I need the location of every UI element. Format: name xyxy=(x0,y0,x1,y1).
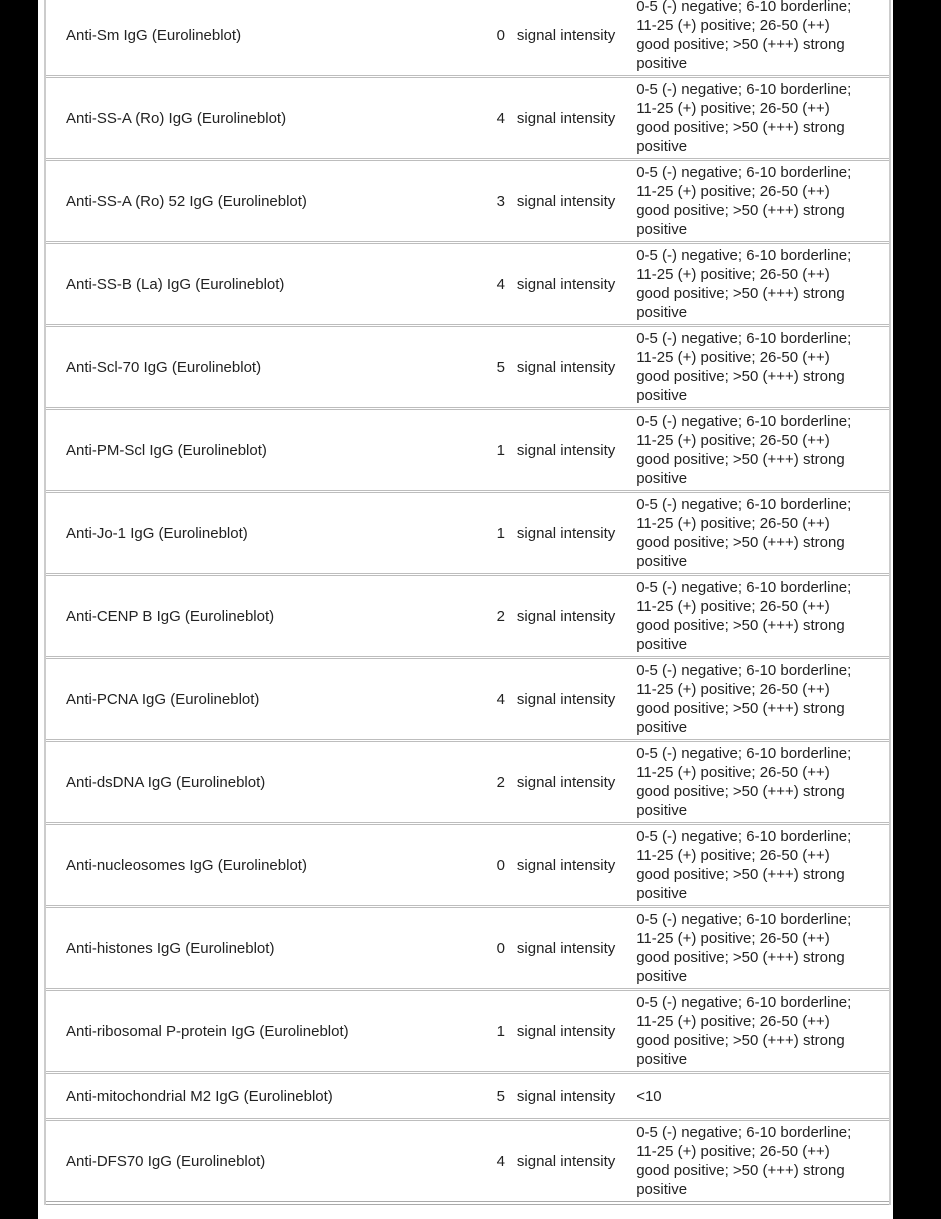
result-value xyxy=(491,244,511,327)
result-value xyxy=(491,410,511,493)
table-row xyxy=(46,1074,889,1121)
reference-range xyxy=(636,742,889,825)
result-unit xyxy=(511,991,636,1074)
reference-range-text: 0-5 (-) negative; 6-10 borderline; 11-25 (+) positive; 26-50 (++) good positive; >50 (+++) strong positive xyxy=(636,164,852,238)
result-value-text: 4 xyxy=(496,275,505,293)
result-unit xyxy=(511,659,636,742)
result-value xyxy=(491,991,511,1074)
result-unit xyxy=(511,742,636,825)
table-row xyxy=(46,410,889,493)
test-name xyxy=(46,742,491,825)
reference-range-text: 0-5 (-) negative; 6-10 borderline; 11-25 (+) positive; 26-50 (++) good positive; >50 (+++) strong positive xyxy=(636,828,852,902)
test-name xyxy=(46,327,491,410)
table-row xyxy=(46,78,889,161)
report-page xyxy=(38,0,893,1219)
result-value-text: 3 xyxy=(496,192,505,210)
reference-range-text: 0-5 (-) negative; 6-10 borderline; 11-25 (+) positive; 26-50 (++) good positive; >50 (+++) strong positive xyxy=(636,247,852,321)
result-unit-text: signal intensity xyxy=(516,939,616,957)
result-value xyxy=(491,161,511,244)
test-name-text: Anti-CENP B IgG (Eurolineblot) xyxy=(66,607,275,625)
reference-range-text: 0-5 (-) negative; 6-10 borderline; 11-25 (+) positive; 26-50 (++) good positive; >50 (+++) strong positive xyxy=(636,496,852,570)
result-unit-text: signal intensity xyxy=(516,109,616,127)
test-name xyxy=(46,1074,491,1121)
test-name-text: Anti-SS-A (Ro) IgG (Eurolineblot) xyxy=(66,109,287,127)
result-unit-text: signal intensity xyxy=(516,441,616,459)
reference-range xyxy=(636,410,889,493)
result-unit-text: signal intensity xyxy=(516,690,616,708)
reference-range xyxy=(636,78,889,161)
result-unit xyxy=(511,576,636,659)
result-unit-text: signal intensity xyxy=(516,524,616,542)
result-unit-text: signal intensity xyxy=(516,1152,616,1170)
reference-range-text: 0-5 (-) negative; 6-10 borderline; 11-25 (+) positive; 26-50 (++) good positive; >50 (+++) strong positive xyxy=(636,81,852,155)
reference-range-text: 0-5 (-) negative; 6-10 borderline; 11-25 (+) positive; 26-50 (++) good positive; >50 (+++) strong positive xyxy=(636,662,852,736)
test-name xyxy=(46,659,491,742)
result-value-text: 0 xyxy=(496,26,505,44)
result-value-text: 2 xyxy=(496,773,505,791)
reference-range xyxy=(636,1121,889,1205)
reference-range-text: 0-5 (-) negative; 6-10 borderline; 11-25 (+) positive; 26-50 (++) good positive; >50 (+++) strong positive xyxy=(636,911,852,985)
result-unit xyxy=(511,1074,636,1121)
reference-range xyxy=(636,161,889,244)
reference-range xyxy=(636,1074,889,1121)
table-row xyxy=(46,493,889,576)
reference-range-text: 0-5 (-) negative; 6-10 borderline; 11-25 (+) positive; 26-50 (++) good positive; >50 (+++) strong positive xyxy=(636,413,852,487)
test-name xyxy=(46,244,491,327)
result-value-text: 1 xyxy=(496,1022,505,1040)
result-unit-text: signal intensity xyxy=(516,1022,616,1040)
result-unit xyxy=(511,410,636,493)
test-name-text: Anti-Sm IgG (Eurolineblot) xyxy=(66,26,242,44)
result-unit xyxy=(511,327,636,410)
results-table xyxy=(44,0,891,1205)
result-value-text: 2 xyxy=(496,607,505,625)
result-unit xyxy=(511,161,636,244)
result-unit-text: signal intensity xyxy=(516,607,616,625)
result-value-text: 0 xyxy=(496,939,505,957)
result-value xyxy=(491,742,511,825)
reference-range xyxy=(636,991,889,1074)
table-row xyxy=(46,991,889,1074)
result-value xyxy=(491,576,511,659)
test-name-text: Anti-nucleosomes IgG (Eurolineblot) xyxy=(66,856,307,874)
table-row xyxy=(46,742,889,825)
table-row xyxy=(46,161,889,244)
test-name-text: Anti-ribosomal P-protein IgG (Eurolineblot) xyxy=(66,1022,349,1040)
table-row xyxy=(46,825,889,908)
result-value-text: 0 xyxy=(496,856,505,874)
reference-range xyxy=(636,576,889,659)
result-unit xyxy=(511,493,636,576)
test-name xyxy=(46,1121,491,1205)
result-value xyxy=(491,1121,511,1205)
result-value-text: 4 xyxy=(496,109,505,127)
table-row xyxy=(46,576,889,659)
result-unit-text: signal intensity xyxy=(516,1087,616,1105)
result-value xyxy=(491,78,511,161)
reference-range-text: <10 xyxy=(636,1087,662,1105)
result-value-text: 5 xyxy=(496,1087,505,1105)
reference-range xyxy=(636,244,889,327)
reference-range xyxy=(636,493,889,576)
test-name-text: Anti-dsDNA IgG (Eurolineblot) xyxy=(66,773,266,791)
test-name-text: Anti-Jo-1 IgG (Eurolineblot) xyxy=(66,524,248,542)
result-value-text: 4 xyxy=(496,1152,505,1170)
test-name xyxy=(46,410,491,493)
reference-range xyxy=(636,659,889,742)
result-unit xyxy=(511,78,636,161)
reference-range-text: 0-5 (-) negative; 6-10 borderline; 11-25 (+) positive; 26-50 (++) good positive; >50 (+++) strong positive xyxy=(636,1124,852,1198)
result-unit-text: signal intensity xyxy=(516,192,616,210)
test-name xyxy=(46,78,491,161)
test-name xyxy=(46,825,491,908)
test-name xyxy=(46,576,491,659)
test-name-text: Anti-mitochondrial M2 IgG (Eurolineblot) xyxy=(66,1087,333,1105)
test-name xyxy=(46,493,491,576)
table-row xyxy=(46,327,889,410)
test-name xyxy=(46,0,491,78)
result-value xyxy=(491,825,511,908)
test-name-text: Anti-Scl-70 IgG (Eurolineblot) xyxy=(66,358,262,376)
result-value xyxy=(491,1074,511,1121)
reference-range xyxy=(636,825,889,908)
result-value-text: 1 xyxy=(496,441,505,459)
test-name xyxy=(46,161,491,244)
result-value xyxy=(491,327,511,410)
test-name-text: Anti-PCNA IgG (Eurolineblot) xyxy=(66,690,260,708)
test-name xyxy=(46,991,491,1074)
table-row xyxy=(46,1121,889,1205)
result-value-text: 5 xyxy=(496,358,505,376)
reference-range-text: 0-5 (-) negative; 6-10 borderline; 11-25 (+) positive; 26-50 (++) good positive; >50 (+++) strong positive xyxy=(636,745,852,819)
result-unit xyxy=(511,244,636,327)
result-value xyxy=(491,0,511,78)
reference-range-text: 0-5 (-) negative; 6-10 borderline; 11-25 (+) positive; 26-50 (++) good positive; >50 (+++) strong positive xyxy=(636,994,852,1068)
reference-range xyxy=(636,0,889,78)
table-row xyxy=(46,0,889,78)
result-value-text: 1 xyxy=(496,524,505,542)
reference-range xyxy=(636,908,889,991)
reference-range xyxy=(636,327,889,410)
result-value-text: 4 xyxy=(496,690,505,708)
result-unit-text: signal intensity xyxy=(516,26,616,44)
test-name-text: Anti-SS-B (La) IgG (Eurolineblot) xyxy=(66,275,285,293)
table-row xyxy=(46,908,889,991)
test-name-text: Anti-SS-A (Ro) 52 IgG (Eurolineblot) xyxy=(66,192,307,210)
reference-range-text: 0-5 (-) negative; 6-10 borderline; 11-25 (+) positive; 26-50 (++) good positive; >50 (+++) strong positive xyxy=(636,0,852,72)
reference-range-text: 0-5 (-) negative; 6-10 borderline; 11-25 (+) positive; 26-50 (++) good positive; >50 (+++) strong positive xyxy=(636,330,852,404)
test-name-text: Anti-histones IgG (Eurolineblot) xyxy=(66,939,275,957)
result-unit-text: signal intensity xyxy=(516,358,616,376)
table-row xyxy=(46,244,889,327)
result-unit-text: signal intensity xyxy=(516,275,616,293)
result-unit-text: signal intensity xyxy=(516,773,616,791)
test-name-text: Anti-DFS70 IgG (Eurolineblot) xyxy=(66,1152,266,1170)
reference-range-text: 0-5 (-) negative; 6-10 borderline; 11-25 (+) positive; 26-50 (++) good positive; >50 (+++) strong positive xyxy=(636,579,852,653)
result-value xyxy=(491,908,511,991)
result-value xyxy=(491,493,511,576)
test-name-text: Anti-PM-Scl IgG (Eurolineblot) xyxy=(66,441,267,459)
result-unit xyxy=(511,1121,636,1205)
result-value xyxy=(491,659,511,742)
table-row xyxy=(46,659,889,742)
result-unit xyxy=(511,825,636,908)
test-name xyxy=(46,908,491,991)
result-unit xyxy=(511,0,636,78)
result-unit xyxy=(511,908,636,991)
result-unit-text: signal intensity xyxy=(516,856,616,874)
